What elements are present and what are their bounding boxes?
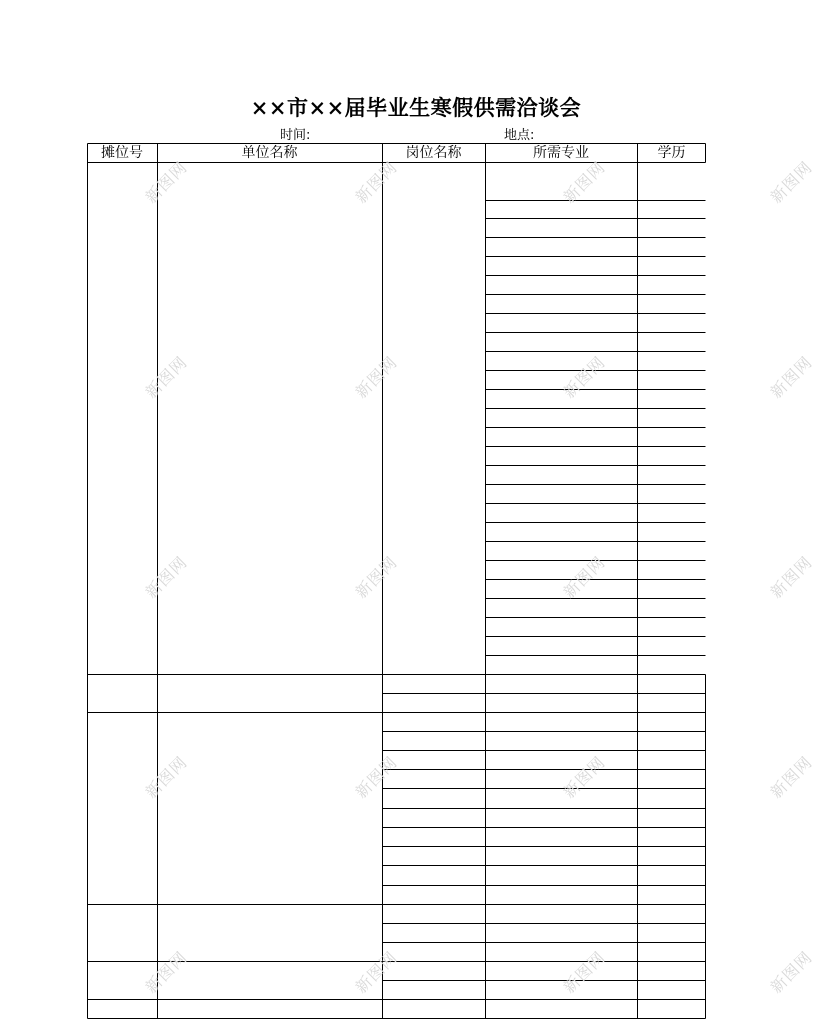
header-company-name: 单位名称 (241, 145, 298, 161)
watermark-text: 新图网 (766, 352, 816, 402)
watermark-text: 新图网 (559, 157, 609, 207)
watermark-text: 新图网 (559, 752, 609, 802)
watermark-text: 新图网 (766, 947, 816, 997)
watermark-text: 新图网 (559, 352, 609, 402)
watermark-text: 新图网 (351, 947, 401, 997)
watermark-text: 新图网 (141, 352, 191, 402)
watermark-text: 新图网 (766, 157, 816, 207)
watermark-text: 新图网 (559, 552, 609, 602)
page-title: ××市××届毕业生寒假供需洽谈会 (250, 95, 582, 120)
watermark-text: 新图网 (351, 352, 401, 402)
watermark-text: 新图网 (351, 157, 401, 207)
watermark-text: 新图网 (141, 752, 191, 802)
watermark-text: 新图网 (766, 552, 816, 602)
watermark-text: 新图网 (351, 552, 401, 602)
watermark-text: 新图网 (141, 947, 191, 997)
place-label: 地点: (504, 128, 535, 143)
watermark-text: 新图网 (766, 752, 816, 802)
header-position-name: 岗位名称 (405, 145, 462, 161)
watermark-text: 新图网 (559, 947, 609, 997)
header-required-major: 所需专业 (533, 145, 589, 161)
watermark-text: 新图网 (141, 157, 191, 207)
time-label: 时间: (280, 128, 311, 143)
header-education: 学历 (657, 145, 686, 161)
header-booth-number: 摊位号 (101, 145, 143, 161)
watermark-text: 新图网 (141, 552, 191, 602)
watermark-text: 新图网 (351, 752, 401, 802)
